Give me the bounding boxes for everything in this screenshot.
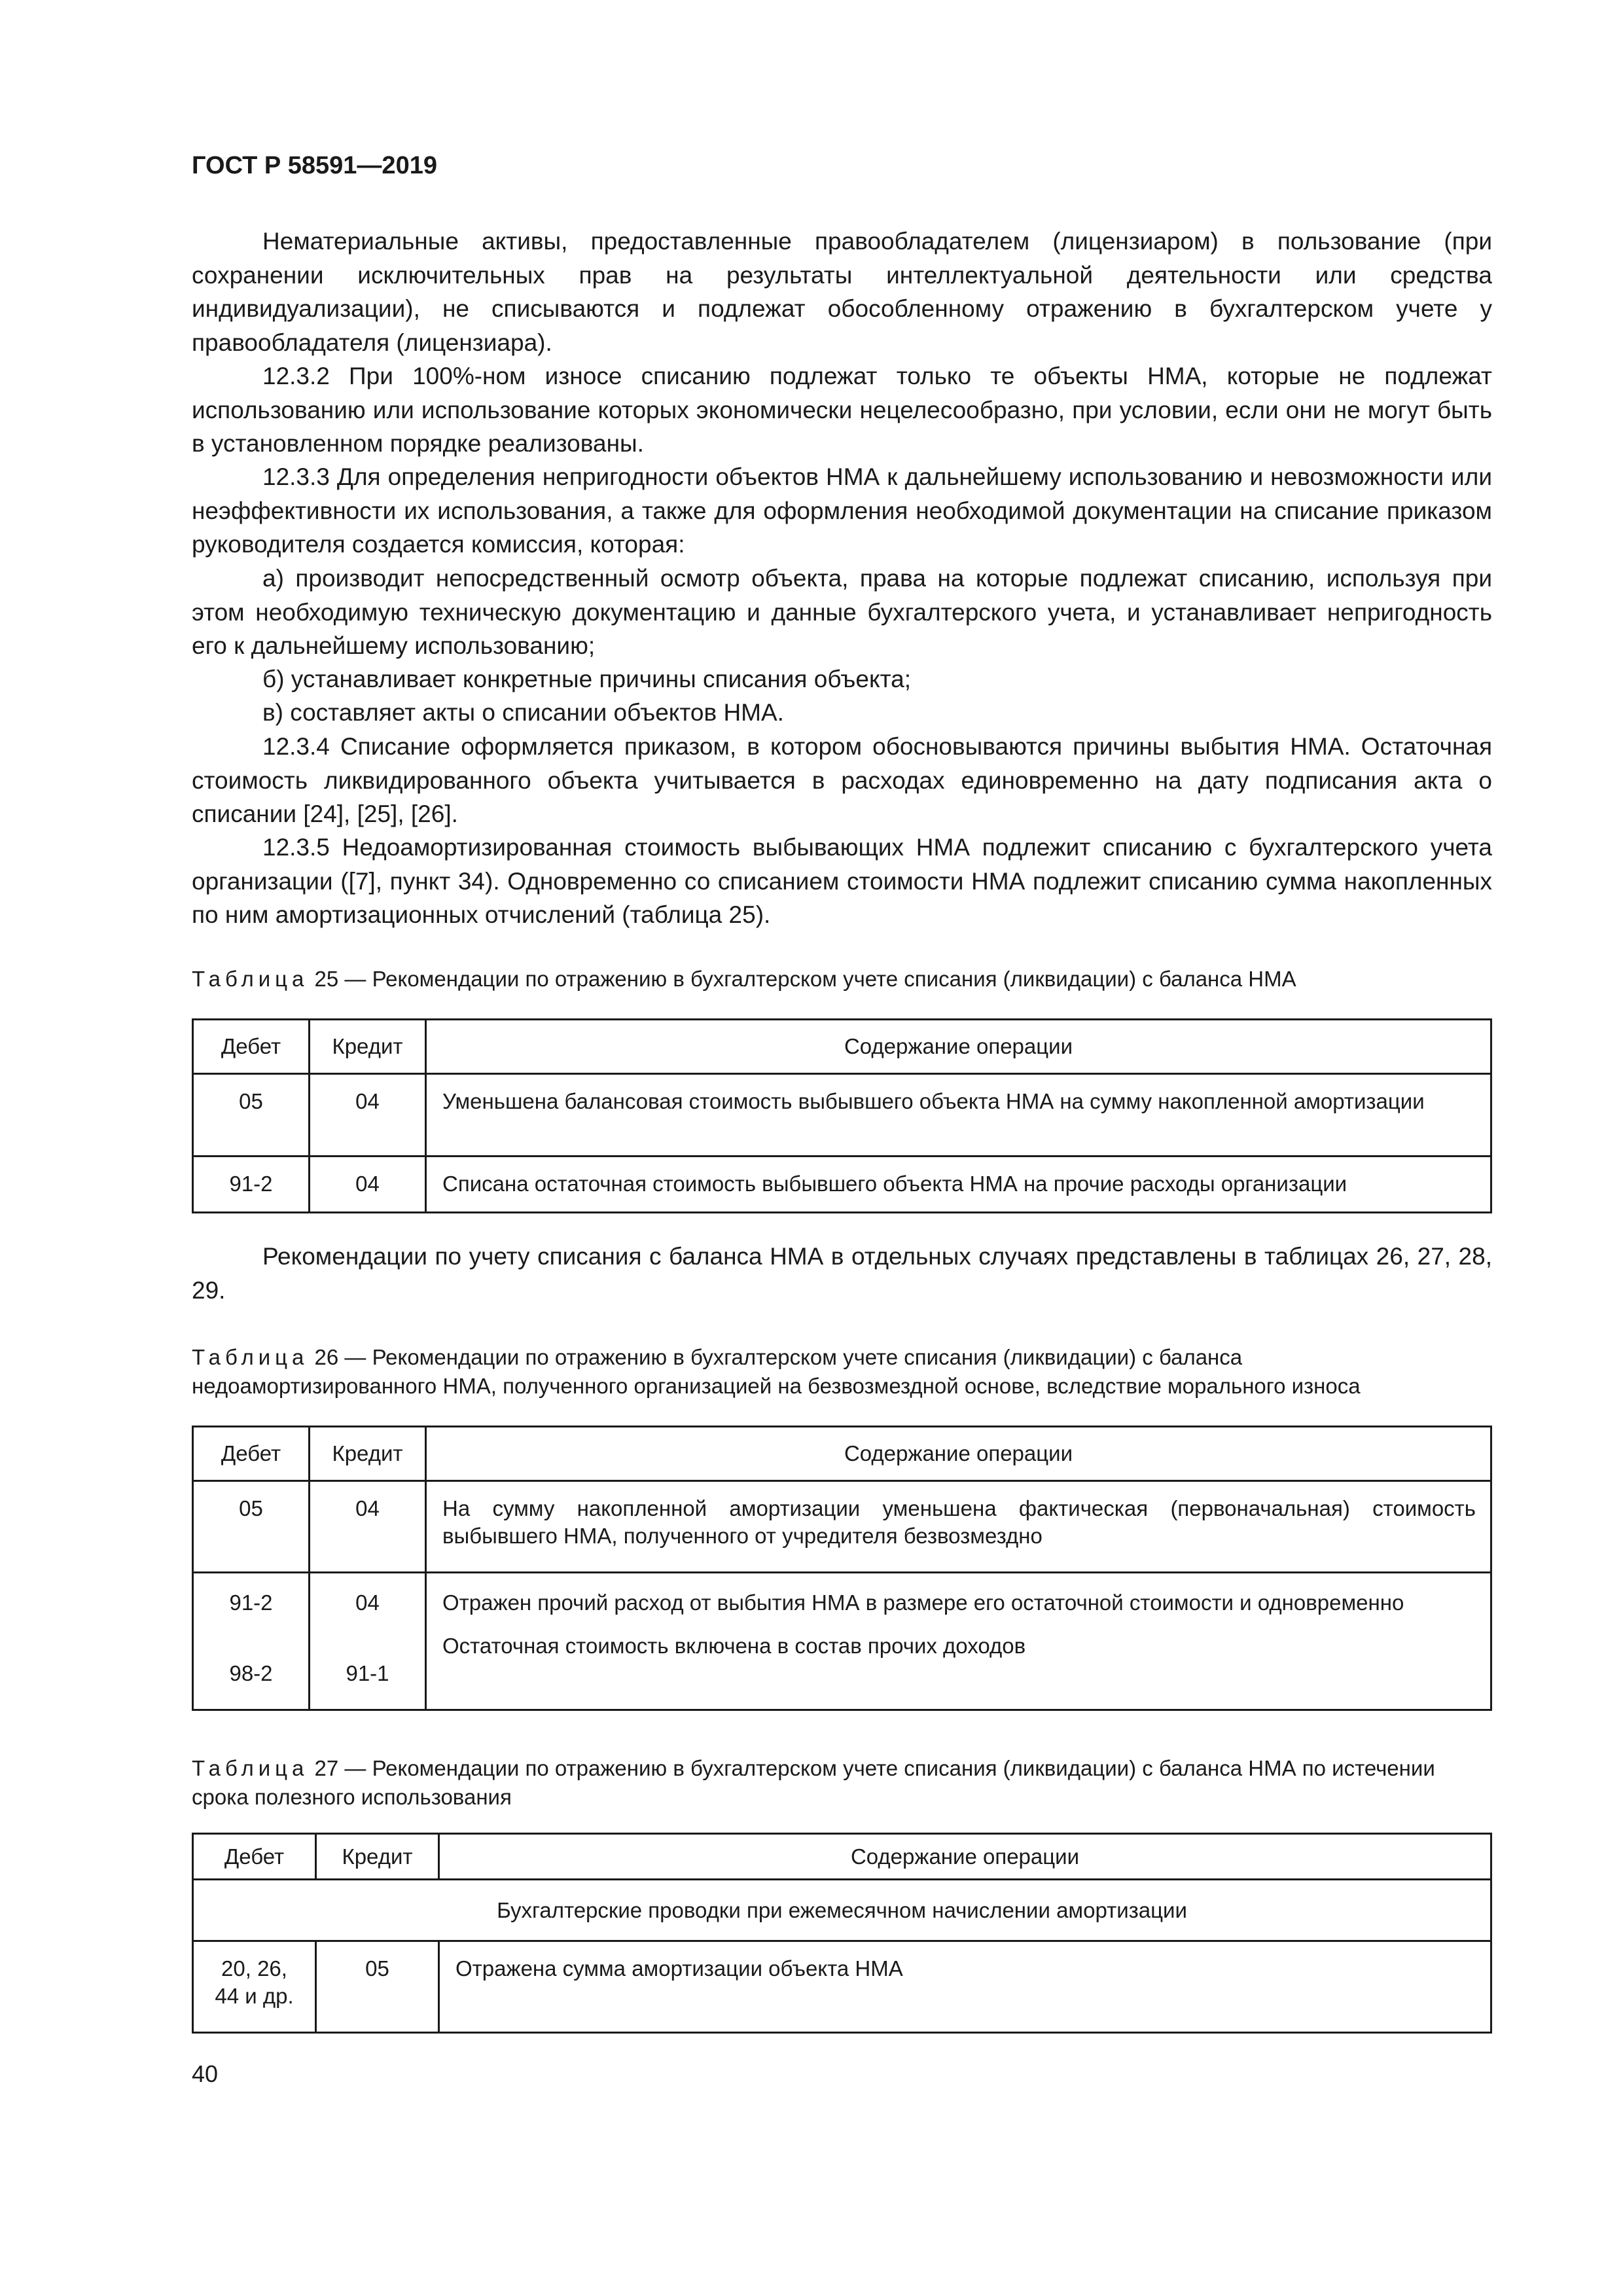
cell-credit: 04	[310, 1074, 426, 1157]
cell-debit	[193, 1573, 310, 1710]
table-word: Таблица	[192, 1756, 309, 1780]
paragraph-12-3-5: 12.3.5 Недоамортизированная стоимость выбывающих НМА подлежит списанию с бухгалтерского учета организации ([7], пункт 34). Одновременно со списанием стоимости НМА подлежит списанию сумма накопленных по ним амортизационных отчислений (таблица 25).	[192, 834, 1492, 928]
table-25-caption	[192, 965, 1492, 994]
table-27-caption-text: 27 — Рекомендации по отражению в бухгалтерском учете списания (ликвидации) с баланса НМА по истечении срока полезного использования	[192, 1756, 1435, 1809]
table-row	[193, 1573, 1491, 1710]
document-header: ГОСТ Р 58591—2019	[192, 152, 437, 179]
header-content: Содержание операции	[426, 1020, 1491, 1074]
cell-debit: 05	[193, 1074, 310, 1157]
header-debit: Дебет	[193, 1427, 310, 1481]
page-number: 40	[192, 2060, 219, 2087]
cell-debit: 05	[193, 1481, 310, 1573]
paragraph-recommendations: Рекомендации по учету списания с баланса НМА в отдельных случаях представлены в таблицах 26, 27, 28, 29.	[192, 1243, 1492, 1304]
cell-content: Списана остаточная стоимость выбывшего объекта НМА на прочие расходы организации	[426, 1157, 1491, 1213]
cell-credit-value: 04	[355, 1590, 380, 1615]
table-27	[192, 1833, 1492, 2034]
table-row	[193, 1157, 1491, 1213]
table-header-row	[193, 1020, 1491, 1074]
paragraph-12-3-2: 12.3.2 При 100%-ном износе списанию подлежат только те объекты НМА, которые не подлежат использованию или использование которых экономически нецелесообразно, при условии, если они не могут быть в установленном порядке реализованы.	[192, 363, 1492, 457]
table-section-row	[193, 1880, 1491, 1941]
table-26	[192, 1426, 1492, 1711]
header-debit: Дебет	[193, 1834, 316, 1880]
table-header-row	[193, 1427, 1491, 1481]
table-header-row	[193, 1834, 1491, 1880]
header-credit: Кредит	[310, 1020, 426, 1074]
cell-credit: 04	[310, 1481, 426, 1573]
header-debit: Дебет	[193, 1020, 310, 1074]
cell-content-value: Отражен прочий расход от выбытия НМА в размере его остаточной стоимости и одновременно	[442, 1590, 1404, 1615]
cell-debit: 20, 26, 44 и др.	[193, 1941, 316, 2033]
list-item-a: а) производит непосредственный осмотр объекта, права на которые подлежат списанию, используя при этом необходимую техническую документацию и данные бухгалтерского учета, и устанавливает непригодность его к дальнейшему использованию;	[192, 565, 1492, 659]
table-word: Таблица	[192, 1345, 309, 1369]
paragraph-12-3-3: 12.3.3 Для определения непригодности объектов НМА к дальнейшему использованию и невозможности или неэффективности их использования, а также для оформления необходимой документации на списание приказом руководителя создается комиссия, которая:	[192, 463, 1492, 558]
cell-content: Уменьшена балансовая стоимость выбывшего объекта НМА на сумму накопленной амортизации	[426, 1074, 1491, 1157]
paragraph-12-3-4: 12.3.4 Списание оформляется приказом, в котором обосновываются причины выбытия НМА. Остаточная стоимость ликвидированного объекта учитывается в расходах единовременно на дату подписания акта о списании [24], [25], [26].	[192, 733, 1492, 827]
cell-debit: 91-2	[193, 1157, 310, 1213]
cell-debit-value: 91-2	[229, 1590, 273, 1615]
table-25	[192, 1018, 1492, 1213]
table-row	[193, 1941, 1491, 2033]
cell-content: Отражена сумма амортизации объекта НМА	[439, 1941, 1491, 2033]
cell-credit-value: 91-1	[346, 1661, 389, 1685]
cell-content-value: Остаточная стоимость включена в состав прочих доходов	[442, 1634, 1026, 1658]
header-credit: Кредит	[310, 1427, 426, 1481]
list-item-b: б) устанавливает конкретные причины списания объекта;	[262, 666, 911, 692]
header-credit: Кредит	[316, 1834, 439, 1880]
cell-credit: 05	[316, 1941, 439, 2033]
cell-credit	[310, 1573, 426, 1710]
cell-content	[426, 1573, 1491, 1710]
section-title: Бухгалтерские проводки при ежемесячном начислении амортизации	[193, 1880, 1491, 1941]
table-row	[193, 1074, 1491, 1157]
cell-debit-value: 98-2	[229, 1661, 273, 1685]
table-word: Таблица	[192, 967, 309, 991]
table-27-caption	[192, 1754, 1492, 1812]
paragraph-intangible-assets: Нематериальные активы, предоставленные правообладателем (лицензиаром) в пользование (при сохранении исключительных прав на результаты интеллектуальной деятельности или средства индивидуализации), не списываются и подлежат обособленному отражению в бухгалтерском учете у правообладателя (лицензиара).	[192, 228, 1492, 356]
cell-content: На сумму накопленной амортизации уменьшена фактическая (первоначальная) стоимость выбывшего НМА, полученного от учредителя безвозмездно	[426, 1481, 1491, 1573]
table-row	[193, 1481, 1491, 1573]
header-content: Содержание операции	[439, 1834, 1491, 1880]
cell-credit: 04	[310, 1157, 426, 1213]
header-content: Содержание операции	[426, 1427, 1491, 1481]
list-item-c: в) составляет акты о списании объектов НМА.	[262, 699, 784, 726]
table-26-caption	[192, 1343, 1492, 1401]
table-25-caption-text: 25 — Рекомендации по отражению в бухгалтерском учете списания (ликвидации) с баланса НМА	[308, 967, 1296, 991]
table-26-caption-text: 26 — Рекомендации по отражению в бухгалтерском учете списания (ликвидации) с баланса недоамортизированного НМА, полученного организацией на безвозмездной основе, вследствие морального износа	[192, 1345, 1361, 1398]
